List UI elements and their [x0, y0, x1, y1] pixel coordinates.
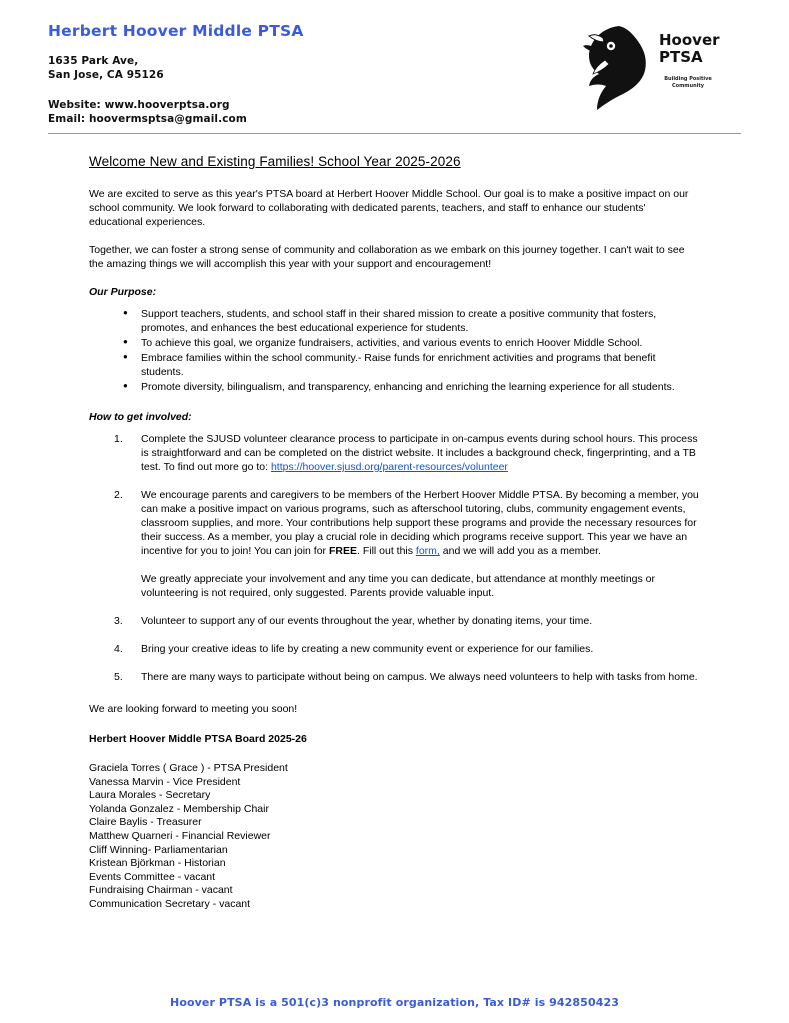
purpose-heading: Our Purpose:: [89, 286, 157, 298]
intro-paragraph-1: We are excited to serve as this year's PTSA board at Herbert Hoover Middle School. Our goal is to make a positive impact on our school community. We look forward to collaborating with dedicated parents, teachers, and staff to enhance our students' educational experiences.: [89, 188, 689, 228]
involvement-heading: How to get involved:: [89, 411, 192, 423]
address-line-1: 1635 Park Ave,: [48, 55, 139, 67]
intro-paragraph-2: Together, we can foster a strong sense of community and collaboration as we embark on this journey together. I can't wait to see the amazing things we will accomplish this year with your support and encouragement!: [89, 244, 685, 270]
footer-text: Hoover PTSA is a 501(c)3 nonprofit organization, Tax ID# is 942850423: [170, 996, 619, 1009]
list-item: [141, 642, 699, 656]
list-item: Graciela Torres ( Grace ) - PTSA President: [89, 762, 288, 774]
involve-item-4-text: Bring your creative ideas to life by creating a new community event or experience for our families.: [141, 643, 594, 655]
list-item: Matthew Quarneri - Financial Reviewer: [89, 829, 271, 842]
list-item: Yolanda Gonzalez - Membership Chair: [89, 802, 269, 815]
header-divider: [48, 133, 741, 134]
involvement-list: [89, 432, 699, 684]
page-title: Welcome New and Existing Families! School Year 2025-2026: [89, 154, 461, 169]
list-item: Laura Morales - Secretary: [89, 789, 211, 802]
list-item: Cliff Winning- Parliamentarian: [89, 843, 228, 856]
involve-item-2-body: We encourage parents and caregivers to be members of the Herbert Hoover Middle PTSA. By becoming a member, you can make a positive impact on various programs, such as afterschool tutoring, clubs, community engagement events, classroom supplies, and more. Your contributions help support these programs and provide the necessary resources for their success. As a member, you play a crucial role in deciding which programs receive support. This year we have an incentive for you to join! You can join for: [141, 489, 699, 557]
volunteer-clearance-link[interactable]: https://hoover.sjusd.org/parent-resources/volunteer: [270, 461, 508, 473]
document-body: [89, 155, 699, 912]
board-member-list: [89, 762, 699, 912]
involve-item-1-text: [141, 432, 699, 474]
eagle-icon: [581, 20, 661, 116]
list-item: Events Committee - vacant: [89, 870, 216, 883]
organization-title: Herbert Hoover Middle PTSA: [48, 22, 304, 40]
involve-item-2-paragraph-2: We greatly appreciate your involvement and any time you can dedicate, but attendance at monthly meetings or volunteering is not required, only suggested. Parents provide valuable input.: [141, 573, 656, 599]
logo-name-line-1: Hoover: [659, 31, 720, 49]
list-item: Communication Secretary - vacant: [89, 897, 251, 910]
list-item: [141, 488, 699, 600]
list-item: Fundraising Chairman - vacant: [89, 884, 233, 897]
hoover-ptsa-logo: [581, 20, 741, 116]
free-emphasis: FREE: [328, 545, 357, 557]
closing-line: We are looking forward to meeting you soon!: [89, 703, 298, 715]
list-item: ● To achieve this goal, we organize fundraisers, activities, and various events to enrich Hoover Middle School.: [141, 336, 699, 350]
address-line-2: San Jose, CA 95126: [48, 69, 164, 81]
list-item: Vanessa Marvin - Vice President: [89, 775, 241, 788]
list-item: ● Embrace families within the school community.- Raise funds for enrichment activities and programs that benefit students.: [141, 351, 699, 379]
logo-name-line-2: PTSA: [659, 48, 703, 66]
website-line: Website: www.hooverptsa.org: [48, 99, 230, 111]
involve-item-2-text: [141, 488, 699, 558]
involve-item-3-text: Volunteer to support any of our events throughout the year, whether by donating items, your time.: [141, 615, 593, 627]
involve-item-1-body: Complete the SJUSD volunteer clearance process to participate in on-campus events during school hours. This process is straightforward and can be completed on the district website. It includes a background check, fingerprinting, and a TB test. To find out more go to:: [141, 433, 698, 473]
list-item: Kristean Björkman - Historian: [89, 857, 226, 870]
list-item: ● Promote diversity, bilingualism, and transparency, enhancing and enriching the learning experience for all students.: [141, 380, 699, 394]
logo-tagline: Building Positive Community: [664, 76, 712, 89]
list-item: [141, 614, 699, 628]
logo-wordmark: [659, 32, 720, 66]
list-item: ● Support teachers, students, and school staff in their shared mission to create a positive community that fosters, promotes, and enhances the best educational experience for students.: [141, 307, 699, 335]
list-item: [141, 432, 699, 474]
list-item: Claire Baylis - Treasurer: [89, 816, 202, 829]
list-item: [141, 670, 699, 684]
involve-item-5-text: There are many ways to participate without being on campus. We always need volunteers to help with tasks from home.: [141, 671, 698, 683]
board-heading: Herbert Hoover Middle PTSA Board 2025-26: [89, 733, 307, 745]
membership-form-link[interactable]: form,: [415, 545, 440, 557]
purpose-list: [89, 307, 699, 394]
involve-item-2-mid: . Fill out this: [356, 545, 416, 557]
email-line: Email: hoovermsptsa@gmail.com: [48, 113, 247, 125]
involve-item-2-tail: and we will add you as a member.: [439, 545, 601, 557]
